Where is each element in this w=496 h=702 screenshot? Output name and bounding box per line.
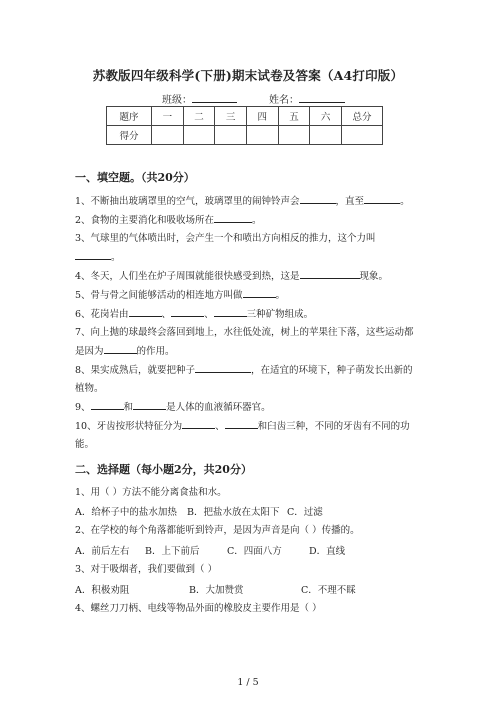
- section-heading: 一、填空题。（共20分）: [75, 171, 195, 184]
- option[interactable]: C．四面八方: [227, 546, 282, 557]
- score-cell[interactable]: [342, 126, 383, 145]
- question: 1、不断抽出玻璃罩里的空气，玻璃罩里的闹钟铃声会 ，直至 。: [75, 192, 420, 211]
- question: 9、 和 是人体的血液循环器官。: [75, 398, 420, 417]
- option[interactable]: D．直线: [309, 546, 346, 557]
- class-field[interactable]: [162, 91, 237, 106]
- answer-blank[interactable]: [225, 417, 258, 429]
- score-table-header: [107, 107, 383, 126]
- answer-blank[interactable]: [171, 305, 204, 317]
- header-cell: 二: [183, 107, 215, 126]
- question: 10、牙齿按形状特征分为 、 和臼齿三种，不同的牙齿有不同的功能。: [75, 417, 420, 454]
- option[interactable]: B．把盐水放在太阳下: [187, 507, 280, 518]
- question: 3、气球里的气体喷出时，会产生一个和喷出方向相反的推力，这个力叫 。: [75, 233, 376, 263]
- header-cell: 六: [310, 107, 342, 126]
- question: 6、花岗岩由 、 、 三种矿物组成。: [75, 305, 420, 324]
- score-table: [106, 106, 383, 145]
- option-row: [75, 543, 345, 557]
- page-number: 1 / 5: [237, 677, 259, 688]
- answer-blank[interactable]: [214, 305, 247, 317]
- option[interactable]: C．过滤: [287, 507, 323, 518]
- header-cell: 一: [152, 107, 184, 126]
- option-row: [75, 582, 356, 596]
- score-cell[interactable]: [215, 126, 247, 145]
- answer-blank[interactable]: [243, 286, 276, 298]
- score-cell[interactable]: [152, 126, 184, 145]
- question: 2、食物的主要消化和吸收场所在 。: [75, 211, 420, 230]
- name-field[interactable]: [269, 91, 345, 106]
- score-cell[interactable]: [278, 126, 310, 145]
- question: 2、在学校的每个角落都能听到铃声，是因为声音是向（ ）传播的。: [75, 525, 360, 536]
- class-label: 班级：: [162, 95, 192, 106]
- section-heading: 二、选择题（每小题2分，共20分）: [75, 463, 252, 476]
- score-cell[interactable]: [310, 126, 342, 145]
- header-cell: 四: [246, 107, 278, 126]
- score-table-row: [107, 126, 383, 145]
- option[interactable]: A．积极劝阻: [75, 585, 130, 596]
- answer-blank[interactable]: [75, 248, 111, 260]
- exam-title: 苏教版四年级科学(下册)期末试卷及答案（A4打印版）: [92, 68, 404, 83]
- name-label: 姓名：: [269, 95, 299, 106]
- answer-blank[interactable]: [104, 342, 137, 354]
- option[interactable]: B．上下前后: [145, 546, 200, 557]
- option-row: [75, 504, 323, 518]
- answer-blank[interactable]: [300, 267, 360, 279]
- question: 4、螺丝刀刀柄、电线等物品外面的橡胶皮主要作用是（ ）: [75, 603, 322, 614]
- option[interactable]: A．前后左右: [75, 546, 130, 557]
- question: 3、对于吸烟者，我们要做到（ ）: [75, 564, 218, 575]
- question: 1、用（ ）方法不能分离食盐和水。: [75, 487, 227, 498]
- answer-blank[interactable]: [129, 305, 162, 317]
- header-cell: 三: [215, 107, 247, 126]
- answer-blank[interactable]: [214, 211, 252, 223]
- option[interactable]: A．给杯子中的盐水加热: [75, 507, 177, 518]
- answer-blank[interactable]: [195, 361, 251, 373]
- row-label: 得分: [107, 126, 152, 145]
- answer-blank[interactable]: [91, 398, 124, 410]
- answer-blank[interactable]: [364, 192, 400, 204]
- answer-blank[interactable]: [300, 192, 336, 204]
- answer-blank[interactable]: [133, 398, 166, 410]
- option[interactable]: B．大加赞赏: [189, 585, 244, 596]
- score-cell[interactable]: [183, 126, 215, 145]
- question: 5、骨与骨之间能够活动的相连地方叫做 。: [75, 286, 420, 305]
- question: 7、向上抛的球最终会落回到地上，水往低处流，树上的苹果往下落，这些运动都是因为 的作用。: [75, 327, 414, 357]
- option[interactable]: C．不理不睬: [301, 585, 356, 596]
- header-cell: 总分: [342, 107, 383, 126]
- header-cell: 题序: [107, 107, 152, 126]
- name-blank[interactable]: [299, 92, 345, 103]
- question: 8、果实成熟后，就要把种子 ，在适宜的环境下，种子萌发长出新的植物。: [75, 361, 420, 398]
- answer-blank[interactable]: [182, 417, 215, 429]
- header-cell: 五: [278, 107, 310, 126]
- class-blank[interactable]: [192, 92, 237, 103]
- question: 4、冬天，人们坐在炉子周围就能很快感受到热，这是 现象。: [75, 267, 420, 286]
- score-cell[interactable]: [246, 126, 278, 145]
